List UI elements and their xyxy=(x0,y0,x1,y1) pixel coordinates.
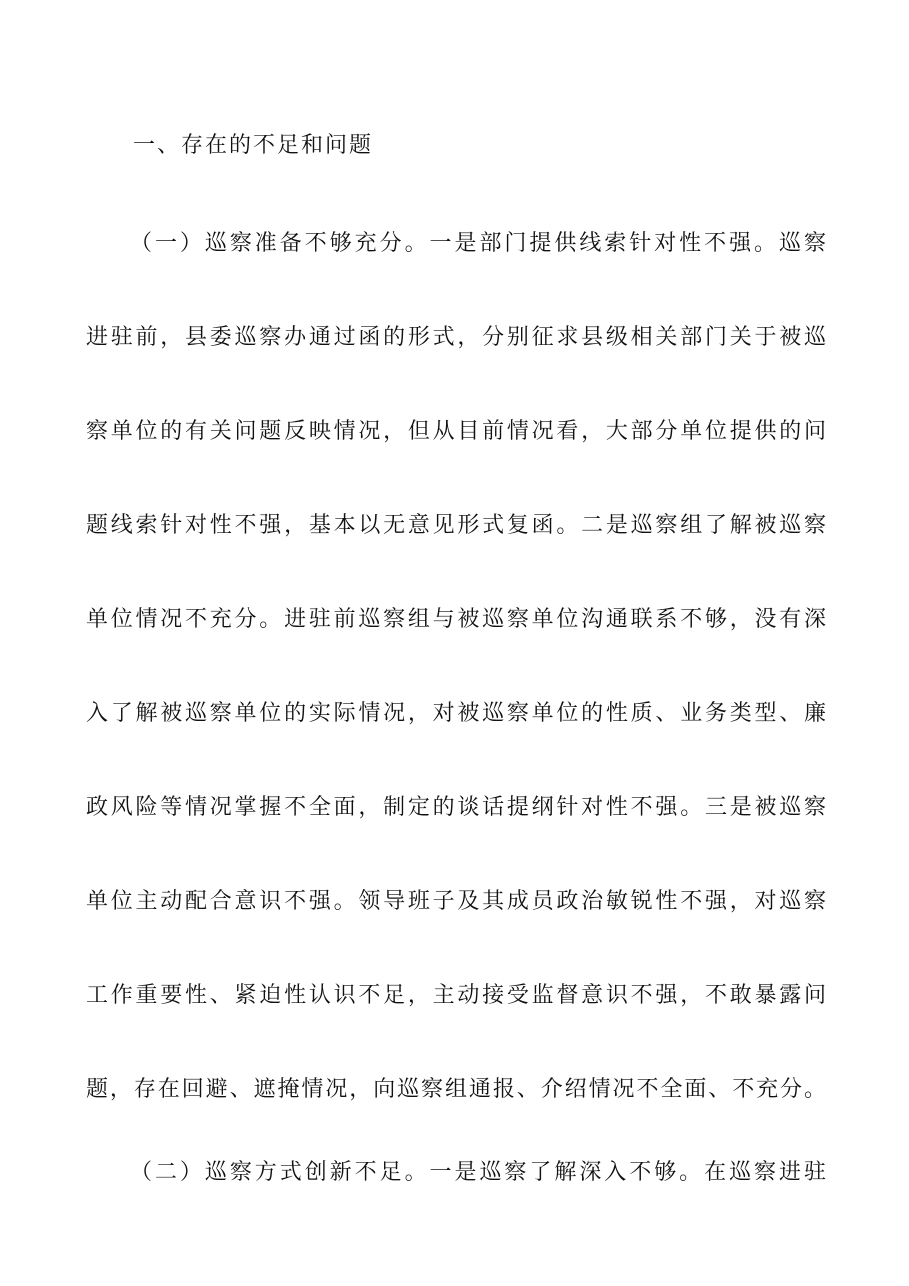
section-heading: 一、存在的不足和问题 xyxy=(133,133,374,158)
paragraph-line: 进驻前，县委巡察办通过函的形式，分别征求县级相关部门关于被巡 xyxy=(86,325,826,350)
paragraph-line: 题，存在回避、遮掩情况，向巡察组通报、介绍情况不全面、不充分。 xyxy=(86,1077,826,1102)
paragraph-line: 题线索针对性不强，基本以无意见形式复函。二是巡察组了解被巡察 xyxy=(86,513,826,538)
paragraph-line: 单位情况不充分。进驻前巡察组与被巡察单位沟通联系不够，没有深 xyxy=(86,607,826,632)
paragraph-line: 单位主动配合意识不强。领导班子及其成员政治敏锐性不强，对巡察 xyxy=(86,889,826,914)
paragraph-line: （一）巡察准备不够充分。一是部门提供线索针对性不强。巡察 xyxy=(130,231,826,256)
paragraph-line: 政风险等情况掌握不全面，制定的谈话提纲针对性不强。三是被巡察 xyxy=(86,795,826,820)
paragraph-line: 工作重要性、紧迫性认识不足，主动接受监督意识不强，不敢暴露问 xyxy=(86,983,826,1008)
paragraph-line: 察单位的有关问题反映情况，但从目前情况看，大部分单位提供的问 xyxy=(86,419,826,444)
paragraph-line: （二）巡察方式创新不足。一是巡察了解深入不够。在巡察进驻 xyxy=(130,1160,826,1185)
paragraph-line: 入了解被巡察单位的实际情况，对被巡察单位的性质、业务类型、廉 xyxy=(86,701,826,726)
